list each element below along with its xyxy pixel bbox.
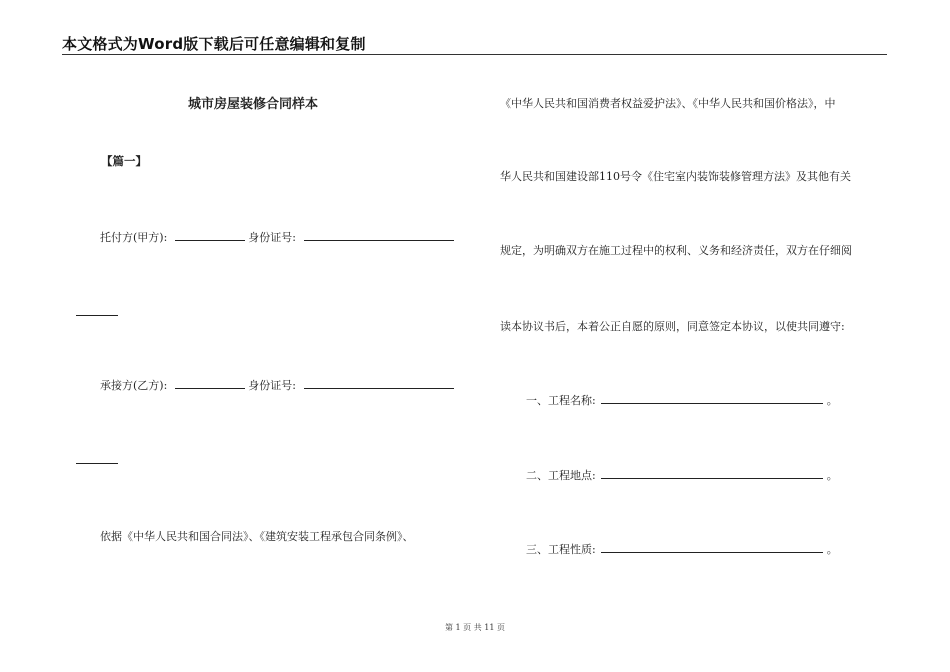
- party-a-continuation-rule: [76, 315, 118, 316]
- party-b-line: [100, 377, 454, 393]
- item-project-name-label: 一、工程名称:: [526, 394, 596, 407]
- party-b-name-blank: [175, 378, 245, 389]
- header-rule: [62, 54, 887, 55]
- party-b-continuation-rule: [76, 463, 118, 464]
- item-project-nature-blank: [601, 542, 823, 553]
- party-b-id-blank: [304, 378, 454, 389]
- item-project-location: [526, 467, 838, 483]
- basis-line-3: 华人民共和国建设部110号令《住宅室内装饰装修管理方法》及其他有关: [500, 170, 851, 183]
- section-label: 【篇一】: [101, 154, 147, 168]
- basis-line-4: 规定，为明确双方在施工过程中的权利、义务和经济责任，双方在仔细阅: [500, 244, 852, 257]
- item-project-name-blank: [601, 393, 823, 404]
- party-a-id-blank: [304, 230, 454, 241]
- document-title: 城市房屋装修合同样本: [188, 97, 319, 112]
- page-footer: 第 1 页 共 11 页: [445, 623, 505, 632]
- party-a-id-label: 身份证号:: [248, 231, 297, 244]
- party-b-id-label: 身份证号:: [248, 379, 297, 392]
- item-project-location-label: 二、工程地点:: [526, 469, 596, 482]
- party-a-name-blank: [175, 230, 245, 241]
- item-project-nature: [526, 541, 838, 557]
- item-project-name-period: 。: [826, 394, 838, 407]
- basis-line-2: 《中华人民共和国消费者权益爱护法》、《中华人民共和国价格法》，中: [500, 97, 836, 110]
- basis-line-1: 依据《中华人民共和国合同法》、《建筑安装工程承包合同条例》、: [100, 530, 414, 543]
- item-project-nature-label: 三、工程性质:: [526, 543, 596, 556]
- item-project-location-period: 。: [826, 469, 838, 482]
- party-a-label: 托付方(甲方):: [100, 231, 168, 244]
- party-b-label: 承接方(乙方):: [100, 379, 168, 392]
- item-project-name: [526, 392, 838, 408]
- party-a-line: [100, 229, 454, 245]
- header-title: 本文格式为Word版下载后可任意编辑和复制: [62, 35, 366, 53]
- basis-line-5: 读本协议书后，本着公正自愿的原则，同意签定本协议，以使共同遵守:: [500, 320, 845, 333]
- item-project-nature-period: 。: [826, 543, 838, 556]
- item-project-location-blank: [601, 468, 823, 479]
